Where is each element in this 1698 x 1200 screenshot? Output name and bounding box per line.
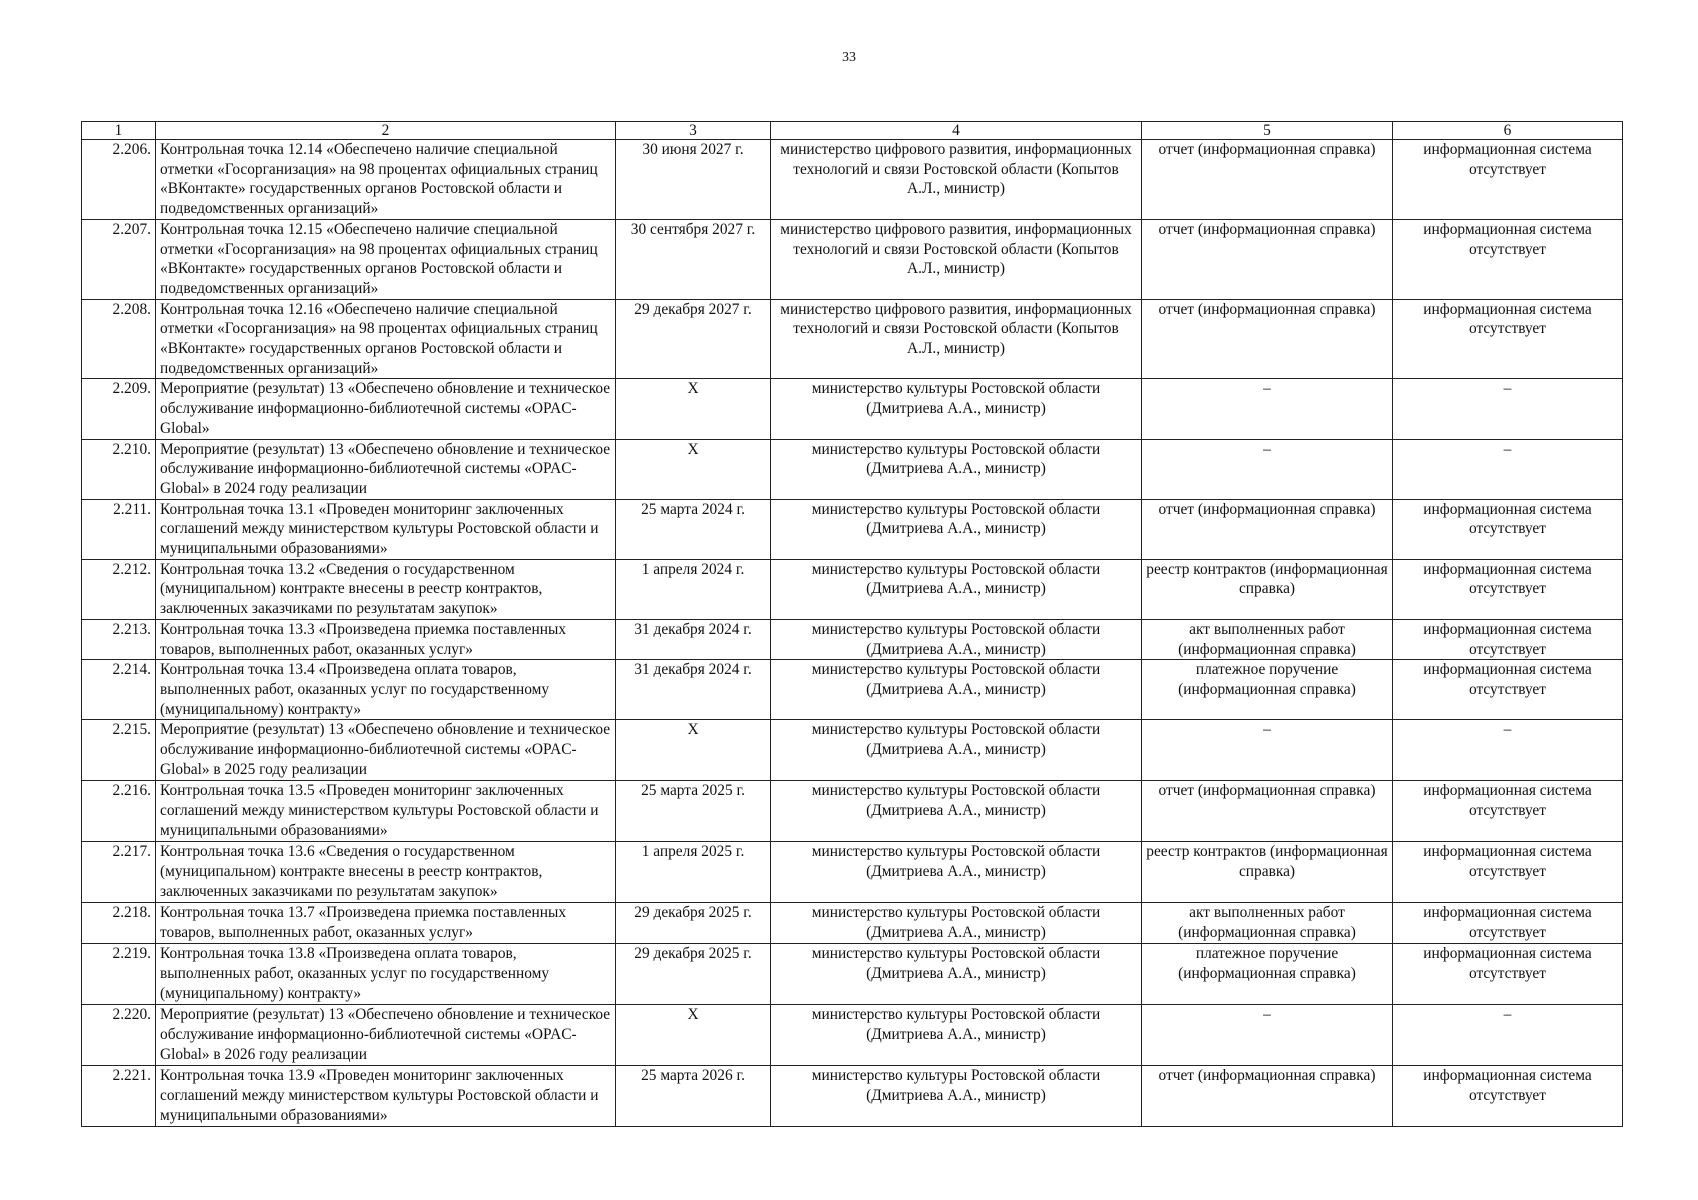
table-row bbox=[82, 140, 1623, 220]
information-system: информационная система отсутствует bbox=[1393, 1066, 1623, 1127]
event-description: Контрольная точка 13.9 «Проведен мониторинг заключенных соглашений между министерством культуры Ростовской области и муниципальными образованиями» bbox=[156, 1066, 616, 1127]
event-description: Контрольная точка 13.8 «Произведена оплата товаров, выполненных работ, оказанных услуг по государственному (муниципальному) контракту» bbox=[156, 944, 616, 1005]
column-header: 4 bbox=[771, 122, 1142, 140]
confirming-document: – bbox=[1142, 439, 1393, 499]
event-description: Мероприятие (результат) 13 «Обеспечено обновление и техническое обслуживание информационно-библиотечной системы «OPAC-Global» в 2024 году реализации bbox=[156, 439, 616, 499]
confirming-document: отчет (информационная справка) bbox=[1142, 140, 1393, 220]
information-system: информационная система отсутствует bbox=[1393, 619, 1623, 659]
event-description: Мероприятие (результат) 13 «Обеспечено обновление и техническое обслуживание информационно-библиотечной системы «OPAC-Global» в 2026 году реализации bbox=[156, 1005, 616, 1066]
row-number: 2.206. bbox=[82, 140, 156, 220]
information-system: – bbox=[1393, 379, 1623, 439]
confirming-document: отчет (информационная справка) bbox=[1142, 499, 1393, 559]
confirming-document: отчет (информационная справка) bbox=[1142, 299, 1393, 379]
deadline-date: 25 марта 2026 г. bbox=[616, 1066, 771, 1127]
event-description: Контрольная точка 12.14 «Обеспечено наличие специальной отметки «Госорганизация» на 98 процентах официальных страниц «ВКонтакте» государственных органов Ростовской области и подведомственных организаций» bbox=[156, 140, 616, 220]
column-header: 6 bbox=[1393, 122, 1623, 140]
information-system: информационная система отсутствует bbox=[1393, 781, 1623, 842]
responsible-executor: министерство культуры Ростовской области (Дмитриева А.А., министр) bbox=[771, 1066, 1142, 1127]
information-system: информационная система отсутствует bbox=[1393, 299, 1623, 379]
responsible-executor: министерство культуры Ростовской области (Дмитриева А.А., министр) bbox=[771, 439, 1142, 499]
row-number: 2.217. bbox=[82, 842, 156, 903]
deadline-date: Х bbox=[616, 720, 771, 781]
responsible-executor: министерство культуры Ростовской области (Дмитриева А.А., министр) bbox=[771, 619, 1142, 659]
information-system: информационная система отсутствует bbox=[1393, 140, 1623, 220]
table-row bbox=[82, 842, 1623, 903]
event-description: Контрольная точка 13.4 «Произведена оплата товаров, выполненных работ, оказанных услуг по государственному (муниципальному) контракту» bbox=[156, 660, 616, 720]
column-header: 5 bbox=[1142, 122, 1393, 140]
table-row bbox=[82, 379, 1623, 439]
responsible-executor: министерство цифрового развития, информационных технологий и связи Ростовской области (Копытов А.Л., министр) bbox=[771, 219, 1142, 299]
implementation-plan-table bbox=[81, 121, 1623, 1127]
event-description: Контрольная точка 12.15 «Обеспечено наличие специальной отметки «Госорганизация» на 98 процентах официальных страниц «ВКонтакте» государственных органов Ростовской области и подведомственных организаций» bbox=[156, 219, 616, 299]
row-number: 2.210. bbox=[82, 439, 156, 499]
row-number: 2.216. bbox=[82, 781, 156, 842]
event-description: Контрольная точка 13.3 «Произведена приемка поставленных товаров, выполненных работ, оказанных услуг» bbox=[156, 619, 616, 659]
information-system: – bbox=[1393, 720, 1623, 781]
confirming-document: – bbox=[1142, 720, 1393, 781]
table-row bbox=[82, 720, 1623, 781]
table-row bbox=[82, 903, 1623, 944]
confirming-document: отчет (информационная справка) bbox=[1142, 781, 1393, 842]
table-row bbox=[82, 944, 1623, 1005]
confirming-document: акт выполненных работ (информационная справка) bbox=[1142, 903, 1393, 944]
information-system: информационная система отсутствует bbox=[1393, 660, 1623, 720]
confirming-document: отчет (информационная справка) bbox=[1142, 1066, 1393, 1127]
information-system: информационная система отсутствует bbox=[1393, 903, 1623, 944]
event-description: Мероприятие (результат) 13 «Обеспечено обновление и техническое обслуживание информационно-библиотечной системы «OPAC-Global» в 2025 году реализации bbox=[156, 720, 616, 781]
responsible-executor: министерство культуры Ростовской области (Дмитриева А.А., министр) bbox=[771, 944, 1142, 1005]
deadline-date: Х bbox=[616, 379, 771, 439]
column-header: 3 bbox=[616, 122, 771, 140]
deadline-date: 1 апреля 2024 г. bbox=[616, 559, 771, 619]
information-system: информационная система отсутствует bbox=[1393, 944, 1623, 1005]
row-number: 2.215. bbox=[82, 720, 156, 781]
deadline-date: 29 декабря 2025 г. bbox=[616, 903, 771, 944]
table-row bbox=[82, 1005, 1623, 1066]
event-description: Мероприятие (результат) 13 «Обеспечено обновление и техническое обслуживание информационно-библиотечной системы «OPAC-Global» bbox=[156, 379, 616, 439]
confirming-document: – bbox=[1142, 379, 1393, 439]
table-row bbox=[82, 219, 1623, 299]
event-description: Контрольная точка 13.1 «Проведен мониторинг заключенных соглашений между министерством культуры Ростовской области и муниципальными образованиями» bbox=[156, 499, 616, 559]
deadline-date: 1 апреля 2025 г. bbox=[616, 842, 771, 903]
row-number: 2.207. bbox=[82, 219, 156, 299]
information-system: информационная система отсутствует bbox=[1393, 219, 1623, 299]
table-row bbox=[82, 299, 1623, 379]
table-row bbox=[82, 499, 1623, 559]
confirming-document: платежное поручение (информационная справка) bbox=[1142, 660, 1393, 720]
deadline-date: 29 декабря 2027 г. bbox=[616, 299, 771, 379]
responsible-executor: министерство культуры Ростовской области (Дмитриева А.А., министр) bbox=[771, 379, 1142, 439]
confirming-document: реестр контрактов (информационная справка) bbox=[1142, 559, 1393, 619]
confirming-document: отчет (информационная справка) bbox=[1142, 219, 1393, 299]
deadline-date: 30 июня 2027 г. bbox=[616, 140, 771, 220]
deadline-date: 30 сентября 2027 г. bbox=[616, 219, 771, 299]
responsible-executor: министерство цифрового развития, информационных технологий и связи Ростовской области (Копытов А.Л., министр) bbox=[771, 140, 1142, 220]
row-number: 2.220. bbox=[82, 1005, 156, 1066]
responsible-executor: министерство культуры Ростовской области (Дмитриева А.А., министр) bbox=[771, 903, 1142, 944]
information-system: – bbox=[1393, 1005, 1623, 1066]
column-header: 2 bbox=[156, 122, 616, 140]
row-number: 2.218. bbox=[82, 903, 156, 944]
row-number: 2.211. bbox=[82, 499, 156, 559]
responsible-executor: министерство культуры Ростовской области (Дмитриева А.А., министр) bbox=[771, 1005, 1142, 1066]
information-system: информационная система отсутствует bbox=[1393, 842, 1623, 903]
deadline-date: 31 декабря 2024 г. bbox=[616, 619, 771, 659]
responsible-executor: министерство культуры Ростовской области (Дмитриева А.А., министр) bbox=[771, 559, 1142, 619]
event-description: Контрольная точка 13.5 «Проведен мониторинг заключенных соглашений между министерством культуры Ростовской области и муниципальными образованиями» bbox=[156, 781, 616, 842]
page-number: 33 bbox=[842, 50, 856, 65]
responsible-executor: министерство цифрового развития, информационных технологий и связи Ростовской области (Копытов А.Л., министр) bbox=[771, 299, 1142, 379]
event-description: Контрольная точка 13.7 «Произведена приемка поставленных товаров, выполненных работ, оказанных услуг» bbox=[156, 903, 616, 944]
deadline-date: 29 декабря 2025 г. bbox=[616, 944, 771, 1005]
confirming-document: реестр контрактов (информационная справка) bbox=[1142, 842, 1393, 903]
table-row bbox=[82, 781, 1623, 842]
row-number: 2.221. bbox=[82, 1066, 156, 1127]
information-system: информационная система отсутствует bbox=[1393, 559, 1623, 619]
event-description: Контрольная точка 13.6 «Сведения о государственном (муниципальном) контракте внесены в реестр контрактов, заключенных заказчиками по результатам закупок» bbox=[156, 842, 616, 903]
row-number: 2.208. bbox=[82, 299, 156, 379]
responsible-executor: министерство культуры Ростовской области (Дмитриева А.А., министр) bbox=[771, 720, 1142, 781]
deadline-date: 25 марта 2024 г. bbox=[616, 499, 771, 559]
deadline-date: Х bbox=[616, 1005, 771, 1066]
information-system: информационная система отсутствует bbox=[1393, 499, 1623, 559]
event-description: Контрольная точка 13.2 «Сведения о государственном (муниципальном) контракте внесены в реестр контрактов, заключенных заказчиками по результатам закупок» bbox=[156, 559, 616, 619]
row-number: 2.214. bbox=[82, 660, 156, 720]
deadline-date: 31 декабря 2024 г. bbox=[616, 660, 771, 720]
confirming-document: – bbox=[1142, 1005, 1393, 1066]
table-row bbox=[82, 660, 1623, 720]
responsible-executor: министерство культуры Ростовской области (Дмитриева А.А., министр) bbox=[771, 781, 1142, 842]
column-header: 1 bbox=[82, 122, 156, 140]
confirming-document: платежное поручение (информационная справка) bbox=[1142, 944, 1393, 1005]
table-row bbox=[82, 439, 1623, 499]
confirming-document: акт выполненных работ (информационная справка) bbox=[1142, 619, 1393, 659]
event-description: Контрольная точка 12.16 «Обеспечено наличие специальной отметки «Госорганизация» на 98 процентах официальных страниц «ВКонтакте» государственных органов Ростовской области и подведомственных организаций» bbox=[156, 299, 616, 379]
deadline-date: Х bbox=[616, 439, 771, 499]
table-row bbox=[82, 1066, 1623, 1127]
table-header-row bbox=[82, 122, 1623, 140]
row-number: 2.219. bbox=[82, 944, 156, 1005]
table-body bbox=[82, 140, 1623, 1127]
row-number: 2.209. bbox=[82, 379, 156, 439]
row-number: 2.213. bbox=[82, 619, 156, 659]
row-number: 2.212. bbox=[82, 559, 156, 619]
information-system: – bbox=[1393, 439, 1623, 499]
table-row bbox=[82, 619, 1623, 659]
responsible-executor: министерство культуры Ростовской области (Дмитриева А.А., министр) bbox=[771, 499, 1142, 559]
responsible-executor: министерство культуры Ростовской области (Дмитриева А.А., министр) bbox=[771, 660, 1142, 720]
responsible-executor: министерство культуры Ростовской области (Дмитриева А.А., министр) bbox=[771, 842, 1142, 903]
deadline-date: 25 марта 2025 г. bbox=[616, 781, 771, 842]
table-row bbox=[82, 559, 1623, 619]
